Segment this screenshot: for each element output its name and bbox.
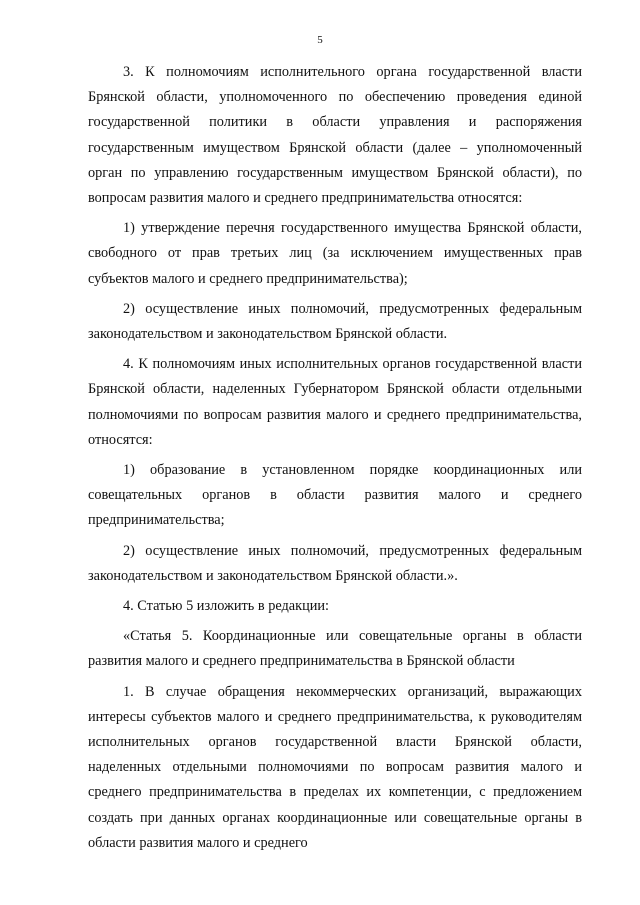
paragraph-clause-4-item-2: 2) осуществление иных полномочий, предусмотренных федеральным законодательством и законодательством Брянской области.». — [88, 542, 582, 584]
paragraph-clause-3: 3. К полномочиям исполнительного органа государственной власти Брянской области, уполномоченного по обеспечению проведения единой государственной политики в области управления и распоряжения государственным имуществом Брянской области (далее – уполномоченный орган по управлению государственным имуществом Брянской области), по вопросам развития малого и среднего предпринимательства относятся: — [88, 64, 582, 207]
paragraph-clause-4: 4. К полномочиям иных исполнительных органов государственной власти Брянской области, наделенных Губернатором Брянской области отдельными полномочиями по вопросам развития малого и среднего предпринимательства, относятся: — [88, 356, 582, 448]
paragraph-clause-3-item-1: 1) утверждение перечня государственного имущества Брянской области, свободного от прав третьих лиц (за исключением имущественных прав субъектов малого и среднего предпринимательства); — [88, 220, 582, 287]
paragraph-clause-4-item-1: 1) образование в установленном порядке координационных или совещательных органов в области развития малого и среднего предпринимательства; — [88, 462, 582, 529]
paragraph-amendment-4: 4. Статью 5 изложить в редакции: — [123, 598, 330, 615]
paragraph-clause-3-item-2: 2) осуществление иных полномочий, предусмотренных федеральным законодательством и законодательством Брянской области. — [88, 300, 582, 343]
document-body — [88, 60, 582, 861]
article-5-clause-1: 1. В случае обращения некоммерческих организаций, выражающих интересы субъектов малого и среднего предпринимательства, к руководителям исполнительных органов государственной власти Брянской области, наделенных отдельными полномочиями по вопросам развития малого и среднего предпринимательства в пределах их компетенции, с предложением создать при данных органах координационные или совещательные органы в области развития малого и среднего — [88, 683, 582, 851]
article-5-heading: «Статья 5. Координационные или совещательные органы в области развития малого и среднего предпринимательства в Брянской области — [88, 628, 582, 670]
page-number: 5 — [317, 34, 323, 46]
